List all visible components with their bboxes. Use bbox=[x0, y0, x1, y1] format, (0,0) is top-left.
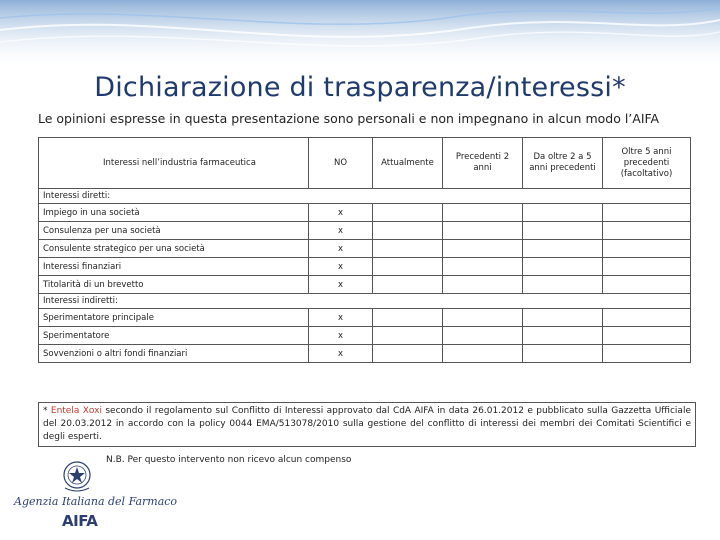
empty-cell bbox=[603, 258, 691, 276]
empty-cell bbox=[373, 204, 443, 222]
header-currently: Attualmente bbox=[373, 138, 443, 189]
empty-cell bbox=[443, 345, 523, 363]
empty-cell bbox=[523, 222, 603, 240]
row-label: Impiego in una società bbox=[39, 204, 309, 222]
header-previous-2-years: Precedenti 2 anni bbox=[443, 138, 523, 189]
empty-cell bbox=[443, 222, 523, 240]
empty-cell bbox=[373, 240, 443, 258]
empty-cell bbox=[523, 309, 603, 327]
empty-cell bbox=[443, 240, 523, 258]
empty-cell bbox=[373, 327, 443, 345]
aifa-logo: AIFA bbox=[62, 512, 98, 530]
row-label: Sperimentatore bbox=[39, 327, 309, 345]
nb-compensation-note: N.B. Per questo intervento non ricevo alcun compenso bbox=[106, 455, 352, 465]
header-2-to-5-years: Da oltre 2 a 5 anni precedenti bbox=[523, 138, 603, 189]
row-label: Interessi finanziari bbox=[39, 258, 309, 276]
row-label: Sovvenzioni o altri fondi finanziari bbox=[39, 345, 309, 363]
empty-cell bbox=[523, 276, 603, 294]
empty-cell bbox=[443, 258, 523, 276]
table-row bbox=[39, 327, 691, 345]
footnote-box bbox=[38, 402, 696, 447]
empty-cell bbox=[443, 309, 523, 327]
table-row bbox=[39, 240, 691, 258]
declarant-name: Entela Xoxi bbox=[50, 406, 102, 416]
row-no-mark: x bbox=[309, 327, 373, 345]
header-no: NO bbox=[309, 138, 373, 189]
row-no-mark: x bbox=[309, 258, 373, 276]
row-no-mark: x bbox=[309, 240, 373, 258]
empty-cell bbox=[603, 204, 691, 222]
empty-cell bbox=[523, 327, 603, 345]
empty-cell bbox=[603, 240, 691, 258]
row-no-mark: x bbox=[309, 345, 373, 363]
row-no-mark: x bbox=[309, 222, 373, 240]
empty-cell bbox=[443, 327, 523, 345]
table-row bbox=[39, 276, 691, 294]
empty-cell bbox=[443, 276, 523, 294]
table-header-row bbox=[39, 138, 691, 189]
empty-cell bbox=[603, 327, 691, 345]
empty-cell bbox=[603, 309, 691, 327]
footnote-asterisk: * bbox=[43, 406, 51, 416]
table-row bbox=[39, 258, 691, 276]
row-label: Consulenza per una società bbox=[39, 222, 309, 240]
table-row bbox=[39, 222, 691, 240]
empty-cell bbox=[603, 345, 691, 363]
empty-cell bbox=[373, 309, 443, 327]
row-label: Consulente strategico per una società bbox=[39, 240, 309, 258]
empty-cell bbox=[603, 276, 691, 294]
empty-cell bbox=[523, 204, 603, 222]
row-no-mark: x bbox=[309, 309, 373, 327]
section-label-indirect: Interessi indiretti: bbox=[39, 294, 691, 309]
empty-cell bbox=[373, 276, 443, 294]
section-row-direct bbox=[39, 189, 691, 204]
empty-cell bbox=[603, 222, 691, 240]
disclaimer-subtitle: Le opinioni espresse in questa presentazione sono personali e non impegnano in alcun modo l’AIFA bbox=[38, 111, 660, 126]
row-label: Sperimentatore principale bbox=[39, 309, 309, 327]
decorative-banner bbox=[0, 0, 720, 70]
footnote-text: secondo il regolamento sul Conflitto di Interessi approvato dal CdA AIFA in data 26.01.2012 e pubblicato sulla Gazzetta Ufficiale del 20.03.2012 in accordo con la policy 0044 EMA/513078/2010 sulla gestione del conflitto di interessi dei membri dei Comitati Scientifici e degli esperti. bbox=[43, 406, 691, 442]
agency-name-logo: Agenzia Italiana del Farmaco bbox=[14, 495, 178, 508]
empty-cell bbox=[373, 222, 443, 240]
row-no-mark: x bbox=[309, 276, 373, 294]
page-title: Dichiarazione di trasparenza/interessi* bbox=[94, 72, 626, 103]
header-over-5-years: Oltre 5 anni precedenti (facoltativo) bbox=[603, 138, 691, 189]
section-row-indirect bbox=[39, 294, 691, 309]
table-row bbox=[39, 204, 691, 222]
empty-cell bbox=[373, 345, 443, 363]
empty-cell bbox=[523, 345, 603, 363]
interests-table bbox=[38, 137, 691, 363]
italian-emblem-icon bbox=[60, 458, 94, 494]
row-label: Titolarità di un brevetto bbox=[39, 276, 309, 294]
empty-cell bbox=[523, 240, 603, 258]
empty-cell bbox=[373, 258, 443, 276]
empty-cell bbox=[523, 258, 603, 276]
table-row bbox=[39, 309, 691, 327]
row-no-mark: x bbox=[309, 204, 373, 222]
header-interests: Interessi nell’industria farmaceutica bbox=[39, 138, 309, 189]
empty-cell bbox=[443, 204, 523, 222]
section-label-direct: Interessi diretti: bbox=[39, 189, 691, 204]
table-row bbox=[39, 345, 691, 363]
